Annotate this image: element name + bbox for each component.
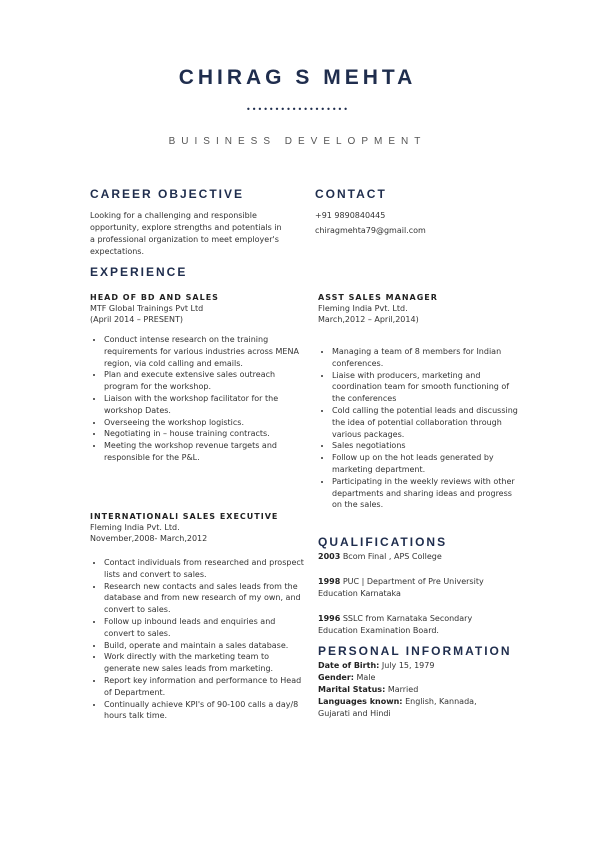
qualification-year: 1998 — [318, 577, 341, 586]
list-item: • Sales negotiations — [332, 440, 522, 452]
dob-label: Date of Birth: — [318, 661, 380, 670]
job-period: (April 2014 – PRESENT) — [90, 315, 183, 324]
gender-value: Male — [356, 673, 376, 682]
job-company: Fleming India Pvt. Ltd. — [318, 304, 408, 313]
job-title: ASST SALES MANAGER — [318, 293, 438, 302]
list-item: • Follow up inbound leads and enquiries and convert to sales. — [104, 616, 304, 640]
personal-info-row — [318, 660, 508, 672]
list-item: • Participating in the weekly reviews with other departments and sharing ideas and progress on the sales. — [332, 476, 522, 511]
list-item: • Report key information and performance to Head of Department. — [104, 675, 304, 699]
career-objective-heading: CAREER OBJECTIVE — [90, 187, 245, 201]
qualification-year: 2003 — [318, 552, 341, 561]
experience-heading: EXPERIENCE — [90, 265, 188, 279]
list-item: • Work directly with the marketing team to generate new sales leads from marketing. — [104, 651, 304, 675]
job-period: March,2012 – April,2014) — [318, 315, 419, 324]
qualification-text: PUC | Department of Pre University Education Karnataka — [318, 577, 484, 598]
list-item: • Negotiating in – house training contracts. — [104, 428, 299, 440]
list-item: • Plan and execute extensive sales outreach program for the workshop. — [104, 369, 299, 393]
list-item: • Meeting the workshop revenue targets and responsible for the P&L. — [104, 440, 299, 464]
gender-label: Gender: — [318, 673, 354, 682]
resume-name: CHIRAG S MEHTA — [178, 66, 417, 89]
marital-status-value: Married — [387, 685, 419, 694]
resume-title: BUISINESS DEVELOPMENT — [168, 136, 427, 147]
job-company: MTF Global Trainings Pvt Ltd — [90, 304, 204, 313]
list-item: • Contact individuals from researched and prospect lists and convert to sales. — [104, 557, 304, 581]
list-item: • Liaison with the workshop facilitator for the workshop Dates. — [104, 393, 299, 417]
dob-value: July 15, 1979 — [381, 661, 435, 670]
languages-value: English, Kannada, Gujarati and Hindi — [318, 697, 477, 718]
qualification-text: SSLC from Karnataka Secondary Education Examination Board. — [318, 614, 473, 635]
list-item: • Follow up on the hot leads generated by marketing department. — [332, 452, 522, 476]
list-item: • Overseeing the workshop logistics. — [104, 417, 299, 429]
list-item: • Conduct intense research on the training requirements for various industries across MENA region, via cold calling and emails. — [104, 334, 299, 369]
qualification-item — [318, 576, 508, 600]
job-bullets — [318, 346, 522, 511]
personal-info-row — [318, 696, 508, 720]
personal-info-row — [318, 684, 508, 696]
list-item: • Liaise with producers, marketing and coordination team for smooth functioning of the conferences — [332, 370, 522, 405]
list-item: • Managing a team of 8 members for Indian conferences. — [332, 346, 522, 370]
qualification-item — [318, 613, 508, 637]
contact-phone: +91 9890840445 — [315, 211, 386, 220]
qualifications-heading: QUALIFICATIONS — [318, 535, 448, 549]
list-item: • Research new contacts and sales leads from the database and from new research of my own, and convert to sales. — [104, 581, 304, 616]
contact-heading: CONTACT — [315, 187, 387, 201]
marital-status-label: Marital Status: — [318, 685, 386, 694]
job-title: HEAD OF BD AND SALES — [90, 293, 219, 302]
header-divider: •••••••••••••••••• — [246, 105, 349, 114]
list-item: • Continually achieve KPI's of 90-100 calls a day/8 hours talk time. — [104, 699, 304, 723]
list-item: • Cold calling the potential leads and discussing the idea of potential collaboration through various packages. — [332, 405, 522, 440]
personal-info-heading: PERSONAL INFORMATION — [318, 644, 512, 658]
job-title: INTERNATIONALl SALES EXECUTIVE — [90, 512, 279, 521]
job-header — [90, 511, 300, 544]
qualification-text: Bcom Final , APS College — [342, 552, 442, 561]
languages-label: Languages known: — [318, 697, 403, 706]
qualification-year: 1996 — [318, 614, 341, 623]
career-objective-text: Looking for a challenging and responsible opportunity, explore strengths and potentials in a professional organization to meet employer's expectations. — [90, 211, 282, 256]
personal-info-list — [318, 660, 508, 720]
list-item: • Build, operate and maintain a sales database. — [104, 640, 304, 652]
personal-info-row — [318, 672, 508, 684]
job-bullets — [90, 334, 299, 464]
job-company: Fleming India Pvt. Ltd. — [90, 523, 180, 532]
qualification-item — [318, 551, 508, 563]
job-header — [318, 292, 518, 325]
contact-email[interactable]: chiragmehta79@gmail.com — [315, 226, 426, 235]
job-header — [90, 292, 290, 325]
job-bullets — [90, 557, 304, 722]
job-period: November,2008- March,2012 — [90, 534, 208, 543]
